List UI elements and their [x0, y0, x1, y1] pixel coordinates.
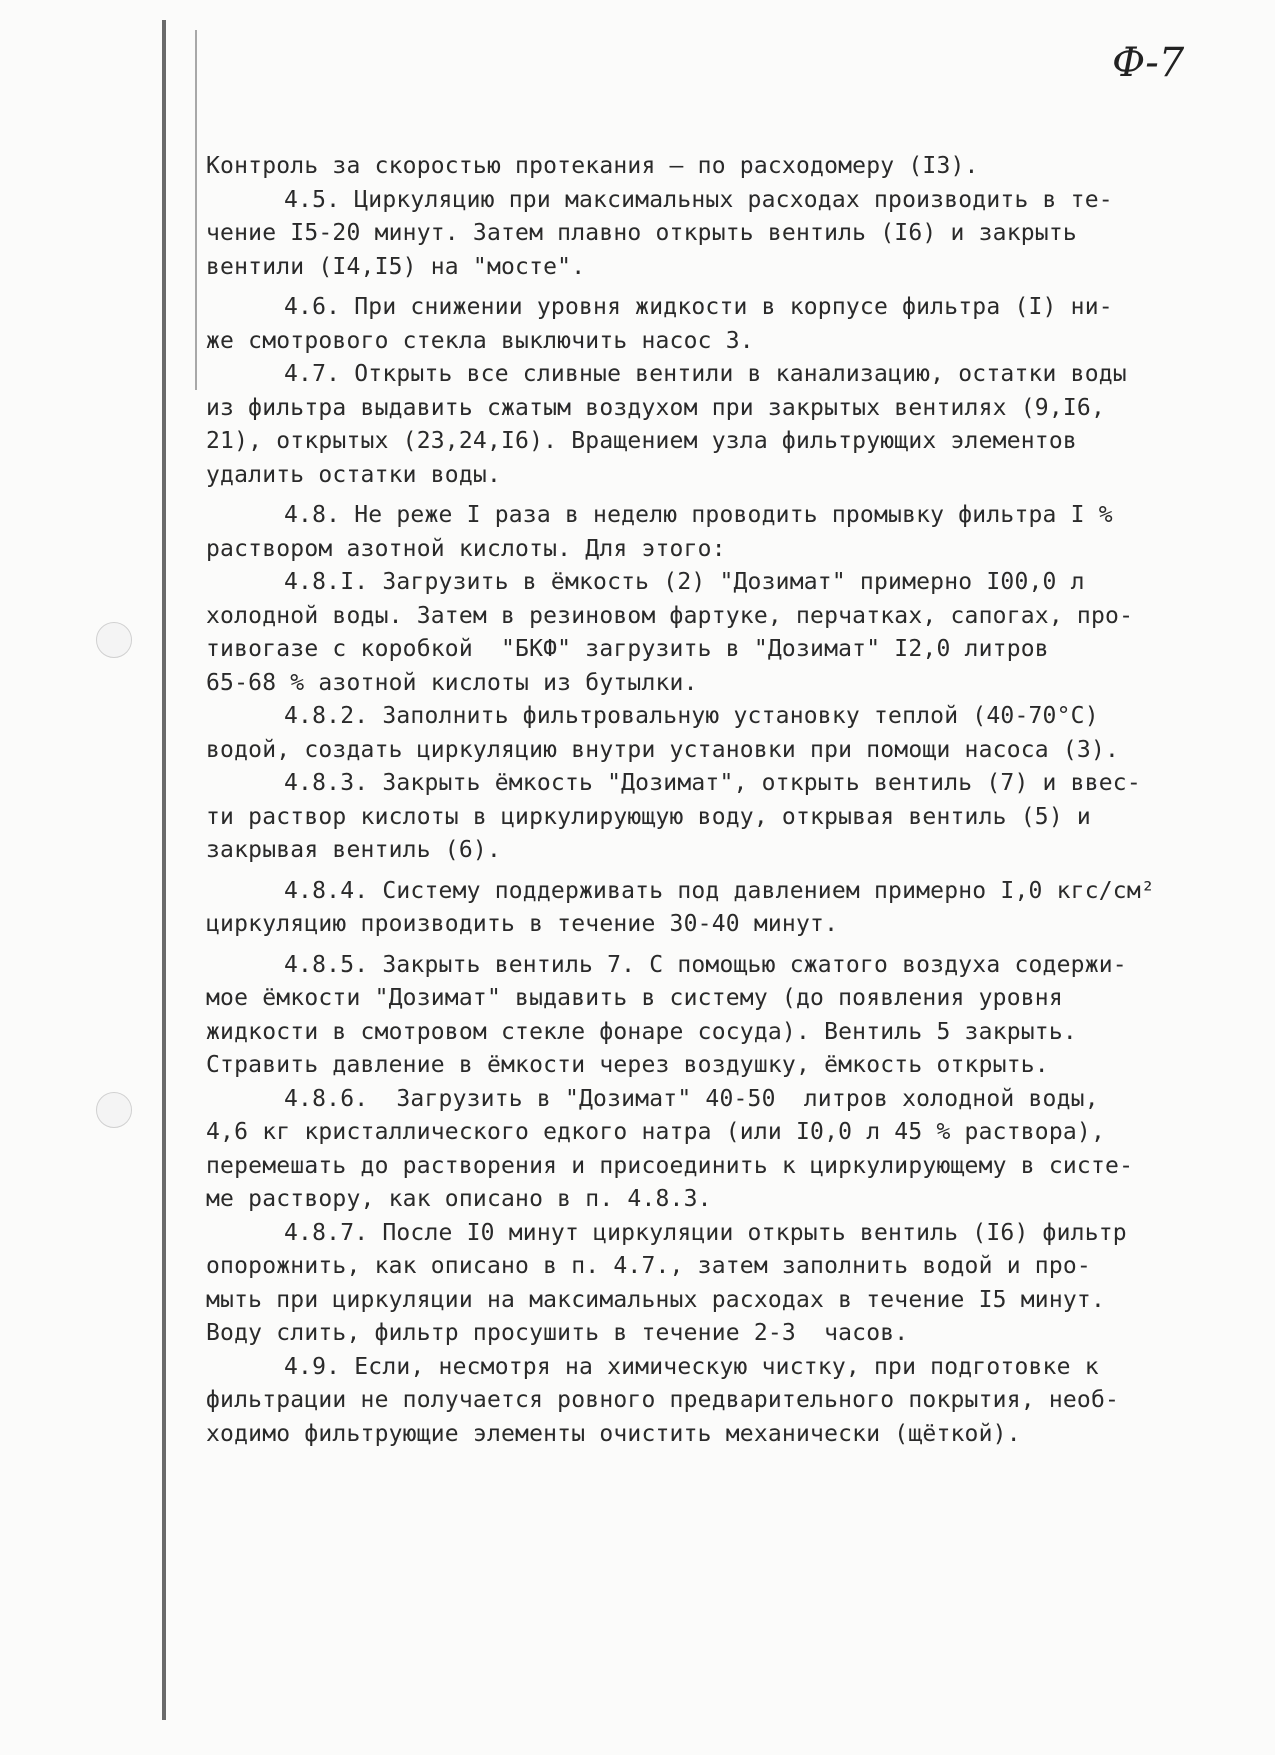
- text-line: 21), открытых (23,24,I6). Вращением узла фильтрующих элементов: [206, 428, 1077, 454]
- text-line: 4.6. При снижении уровня жидкости в корпусе фильтра (I) ни-: [284, 294, 1113, 320]
- punch-hole: [96, 622, 132, 658]
- text-line: 4.8.6. Загрузить в "Дозимат" 40-50 литров холодной воды,: [284, 1085, 1099, 1112]
- text-line: 65-68 % азотной кислоты из бутылки.: [206, 669, 698, 696]
- text-line: 4.8.5. Закрыть вентиль 7. С помощью сжатого воздуха содержи-: [284, 951, 1127, 978]
- margin-line: [162, 20, 166, 1720]
- text-line: ходимо фильтрующие элементы очистить механически (щёткой).: [206, 1420, 1021, 1447]
- text-line: закрывая вентиль (6).: [206, 837, 501, 863]
- margin-line-secondary: [195, 30, 197, 390]
- text-line: 4.9. Если, несмотря на химическую чистку, при подготовке к: [284, 1353, 1099, 1380]
- text-line: холодной воды. Затем в резиновом фартуке, перчатках, сапогах, про-: [206, 602, 1134, 629]
- text-line: жидкости в смотровом стекле фонаре сосуда). Вентиль 5 закрыть.: [206, 1018, 1077, 1045]
- text-line: фильтрации не получается ровного предварительного покрытия, необ-: [206, 1387, 1120, 1413]
- punch-hole: [96, 1092, 132, 1128]
- text-line: 4.8.I. Загрузить в ёмкость (2) "Дозимат" примерно I00,0 л: [284, 569, 1085, 595]
- text-line: 4,6 кг кристаллического едкого натра (или I0,0 л 45 % раствора),: [206, 1119, 1106, 1145]
- text-line: Воду слить, фильтр просушить в течение 2-3 часов.: [206, 1320, 909, 1346]
- text-line: 4.8. Не реже I раза в неделю проводить промывку фильтра I %: [284, 502, 1113, 528]
- text-line: ти раствор кислоты в циркулирующую воду, открывая вентиль (5) и: [206, 803, 1091, 830]
- text-line: 4.8.2. Заполнить фильтровальную установку теплой (40-70°С): [284, 703, 1099, 729]
- page-number-mark: Ф-7: [1112, 40, 1185, 86]
- text-line: мыть при циркуляции на максимальных расходах в течение I5 минут.: [206, 1286, 1106, 1313]
- text-line: удалить остатки воды.: [206, 461, 501, 488]
- text-line: раствором азотной кислоты. Для этого:: [206, 535, 726, 562]
- text-line: вентили (I4,I5) на "мосте".: [206, 253, 586, 280]
- text-line: перемешать до растворения и присоединить к циркулирующему в систе-: [206, 1152, 1134, 1179]
- text-line: 4.7. Открыть все сливные вентили в канализацию, остатки воды: [284, 361, 1127, 387]
- document-body: [206, 150, 1216, 1451]
- text-line: водой, создать циркуляцию внутри установки при помощи насоса (3).: [206, 736, 1120, 763]
- text-line: Контроль за скоростью протекания – по расходомеру (I3).: [206, 153, 979, 179]
- text-line: Стравить давление в ёмкости через воздушку, ёмкость открыть.: [206, 1052, 1049, 1078]
- text-line: ме раствору, как описано в п. 4.8.3.: [206, 1186, 712, 1212]
- text-line: же смотрового стекла выключить насос 3.: [206, 327, 754, 354]
- text-line: чение I5-20 минут. Затем плавно открыть вентиль (I6) и закрыть: [206, 220, 1077, 246]
- text-line: 4.5. Циркуляцию при максимальных расходах производить в те-: [284, 186, 1113, 213]
- text-line: мое ёмкости "Дозимат" выдавить в систему (до появления уровня: [206, 985, 1063, 1011]
- text-line: 4.8.3. Закрыть ёмкость "Дозимат", открыть вентиль (7) и ввес-: [284, 770, 1141, 796]
- text-line: циркуляцию производить в течение 30-40 минут.: [206, 911, 839, 937]
- text-line: 4.8.4. Систему поддерживать под давлением примерно I,0 кгс/см²: [284, 877, 1155, 904]
- text-line: из фильтра выдавить сжатым воздухом при закрытых вентилях (9,I6,: [206, 394, 1106, 421]
- text-line: тивогазе с коробкой "БКФ" загрузить в "Дозимат" I2,0 литров: [206, 636, 1049, 662]
- text-line: опорожнить, как описано в п. 4.7., затем заполнить водой и про-: [206, 1253, 1091, 1279]
- text-line: 4.8.7. После I0 минут циркуляции открыть вентиль (I6) фильтр: [284, 1219, 1127, 1246]
